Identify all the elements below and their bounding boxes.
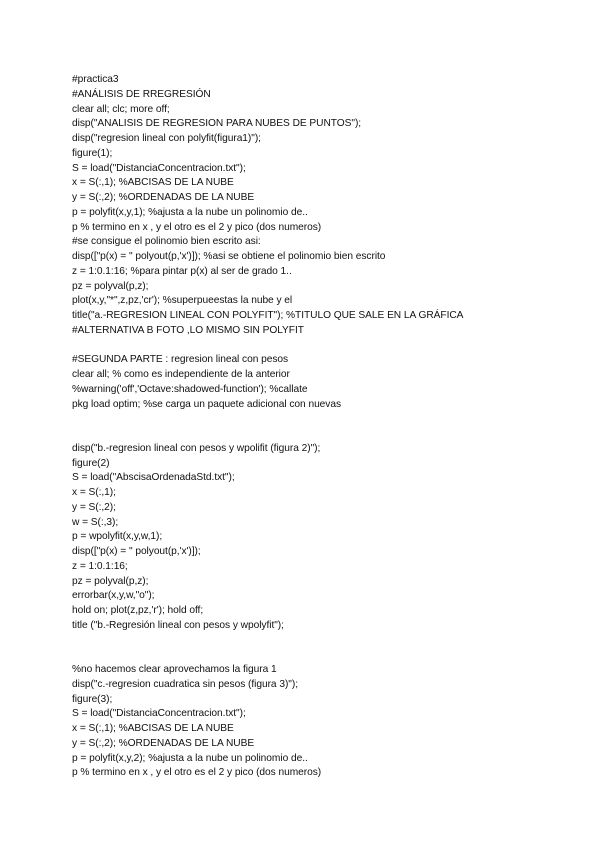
- code-line: pkg load optim; %se carga un paquete adicional con nuevas: [72, 398, 341, 410]
- code-line: S = load("DistanciaConcentracion.txt");: [72, 162, 246, 174]
- code-line: p = polyfit(x,y,1); %ajusta a la nube un polinomio de..: [72, 206, 308, 218]
- code-line: z = 1:0.1:16; %para pintar p(x) al ser de grado 1..: [72, 265, 292, 277]
- code-line: figure(3);: [72, 693, 113, 705]
- code-line: disp("c.-regresion cuadratica sin pesos (figura 3)");: [72, 678, 298, 690]
- code-line: disp("b.-regresion lineal con pesos y wpolifit (figura 2)");: [72, 442, 321, 454]
- code-line: %warning('off','Octave:shadowed-function'); %callate: [72, 383, 308, 395]
- code-line: y = S(:,2); %ORDENADAS DE LA NUBE: [72, 192, 255, 203]
- code-line: disp(["p(x) = " polyout(p,'x')]);: [72, 546, 201, 557]
- code-line: #ANÁLISIS DE RREGRESIÓN: [72, 88, 211, 100]
- code-line: plot(x,y,"*",z,pz,'cr'); %superpueestas la nube y el: [72, 295, 293, 307]
- code-line: w = S(:,3);: [72, 516, 119, 528]
- code-line: disp("regresion lineal con polyfit(figura1)");: [72, 133, 261, 144]
- code-line: #ALTERNATIVA B FOTO ,LO MISMO SIN POLYFIT: [72, 324, 304, 336]
- code-line: pz = polyval(p,z);: [72, 280, 149, 292]
- code-line: disp(["p(x) = " polyout(p,'x')]); %asi se obtiene el polinomio bien escrito: [72, 251, 386, 262]
- code-listing: [72, 73, 572, 781]
- code-line: figure(1);: [72, 147, 113, 159]
- code-line: clear all; clc; more off;: [72, 103, 170, 115]
- code-line: errorbar(x,y,w,"o");: [72, 590, 155, 602]
- code-line: p % termino en x , y el otro es el 2 y pico (dos numeros): [72, 221, 322, 233]
- code-line: S = load("AbscisaOrdenadaStd.txt");: [72, 472, 235, 484]
- code-line: %no hacemos clear aprovechamos la figura 1: [72, 664, 277, 675]
- blank-line: [72, 648, 572, 663]
- code-line: title("a.-REGRESION LINEAL CON POLYFIT"); %TITULO QUE SALE EN LA GRÁFICA: [72, 310, 464, 321]
- code-line: x = S(:,1); %ABCISAS DE LA NUBE: [72, 723, 234, 734]
- code-line: z = 1:0.1:16;: [72, 560, 128, 572]
- blank-line: [72, 634, 572, 649]
- blank-line: [72, 339, 572, 354]
- code-line: p % termino en x , y el otro es el 2 y pico (dos numeros): [72, 767, 322, 779]
- code-line: #se consigue el polinomio bien escrito asi:: [72, 236, 261, 248]
- code-line: disp("ANALISIS DE REGRESION PARA NUBES DE PUNTOS");: [72, 118, 362, 130]
- code-line: S = load("DistanciaConcentracion.txt");: [72, 708, 246, 720]
- code-line: #practica3: [72, 74, 119, 85]
- code-line: figure(2): [72, 457, 110, 469]
- code-line: y = S(:,2); %ORDENADAS DE LA NUBE: [72, 737, 255, 749]
- code-line: x = S(:,1); %ABCISAS DE LA NUBE: [72, 177, 234, 189]
- code-line: x = S(:,1);: [72, 487, 116, 498]
- code-line: hold on; plot(z,pz,'r'); hold off;: [72, 605, 204, 616]
- code-line: p = polyfit(x,y,2); %ajusta a la nube un polinomio de..: [72, 752, 308, 764]
- code-line: clear all; % como es independiente de la anterior: [72, 369, 290, 380]
- code-line: title ("b.-Regresión lineal con pesos y wpolyfit");: [72, 619, 284, 631]
- code-line: #SEGUNDA PARTE : regresion lineal con pesos: [72, 354, 289, 366]
- code-line: pz = polyval(p,z);: [72, 575, 149, 587]
- code-line: y = S(:,2);: [72, 501, 116, 513]
- blank-line: [72, 412, 572, 427]
- blank-line: [72, 427, 572, 442]
- code-line: p = wpolyfit(x,y,w,1);: [72, 531, 163, 543]
